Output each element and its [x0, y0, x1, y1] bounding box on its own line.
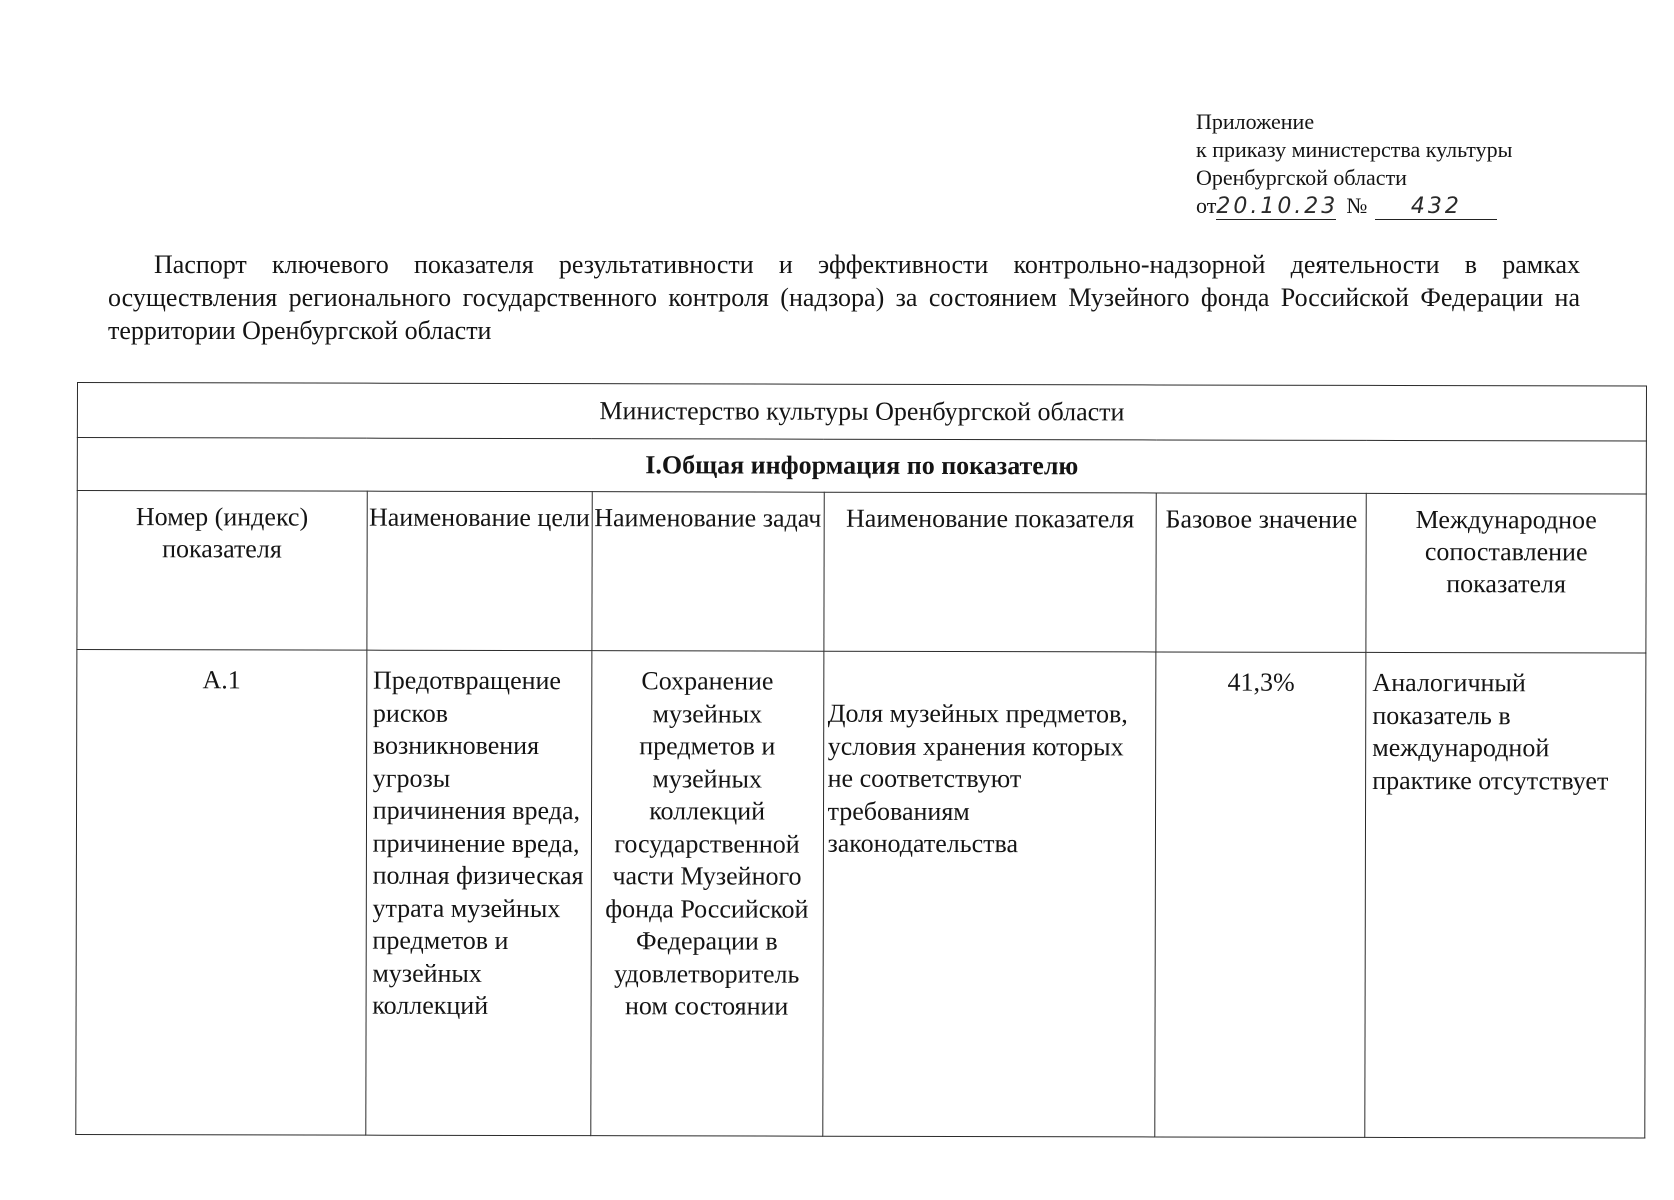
appendix-from-label: от — [1196, 193, 1217, 218]
header-indicator: Наименование показателя — [823, 492, 1156, 652]
passport-table — [75, 382, 1647, 1139]
appendix-date-number-line — [1196, 192, 1512, 220]
table-row-section — [77, 438, 1646, 495]
cell-tasks: Сохранение музейных предметов и музейных коллекций государственной части Музейного фонда Российской Федерации в удовлетворитель ном состоянии — [590, 651, 823, 1137]
appendix-region: Оренбургской области — [1196, 165, 1407, 190]
table-row — [76, 650, 1646, 1139]
ministry-cell: Министерство культуры Оренбургской области — [77, 383, 1646, 442]
appendix-block — [1196, 108, 1512, 220]
header-index: Номер (индекс) показателя — [77, 491, 367, 651]
appendix-number-sign: № — [1346, 193, 1368, 218]
document-title: Паспорт ключевого показателя результативности и эффективности контрольно-надзорной деятельности в рамках осуществления регионального государственного контроля (надзора) за состоянием Музейного фонда Российской Федерации на территории Оренбургской области — [108, 250, 1580, 345]
cell-index: А.1 — [76, 650, 367, 1136]
appendix-title: Приложение — [1196, 109, 1315, 134]
header-goal: Наименование цели — [367, 491, 592, 651]
appendix-order-ref: к приказу министерства культуры — [1196, 137, 1513, 162]
header-tasks: Наименование задач — [592, 492, 824, 652]
cell-base-value: 41,3% — [1155, 652, 1366, 1137]
table-header-row — [77, 491, 1646, 654]
appendix-number: 432 — [1375, 195, 1497, 220]
section-heading: I.Общая информация по показателю — [77, 438, 1646, 495]
appendix-date: 20.10.23 — [1216, 194, 1339, 219]
table-row-ministry — [77, 383, 1646, 442]
cell-indicator: Доля музейных предметов, условия хранения которых не соответствуют требованиям законодательства — [822, 651, 1156, 1137]
cell-international: Аналогичный показатель в международной практике отсутствует — [1365, 652, 1646, 1138]
cell-goal: Предотвращение рисков возникновения угрозы причинения вреда, причинение вреда, полная физическая утрата музейных предметов и музейных коллекций — [365, 650, 591, 1136]
header-international: Международное сопоставление показателя — [1366, 493, 1646, 653]
header-base-value: Базовое значение — [1156, 493, 1366, 652]
